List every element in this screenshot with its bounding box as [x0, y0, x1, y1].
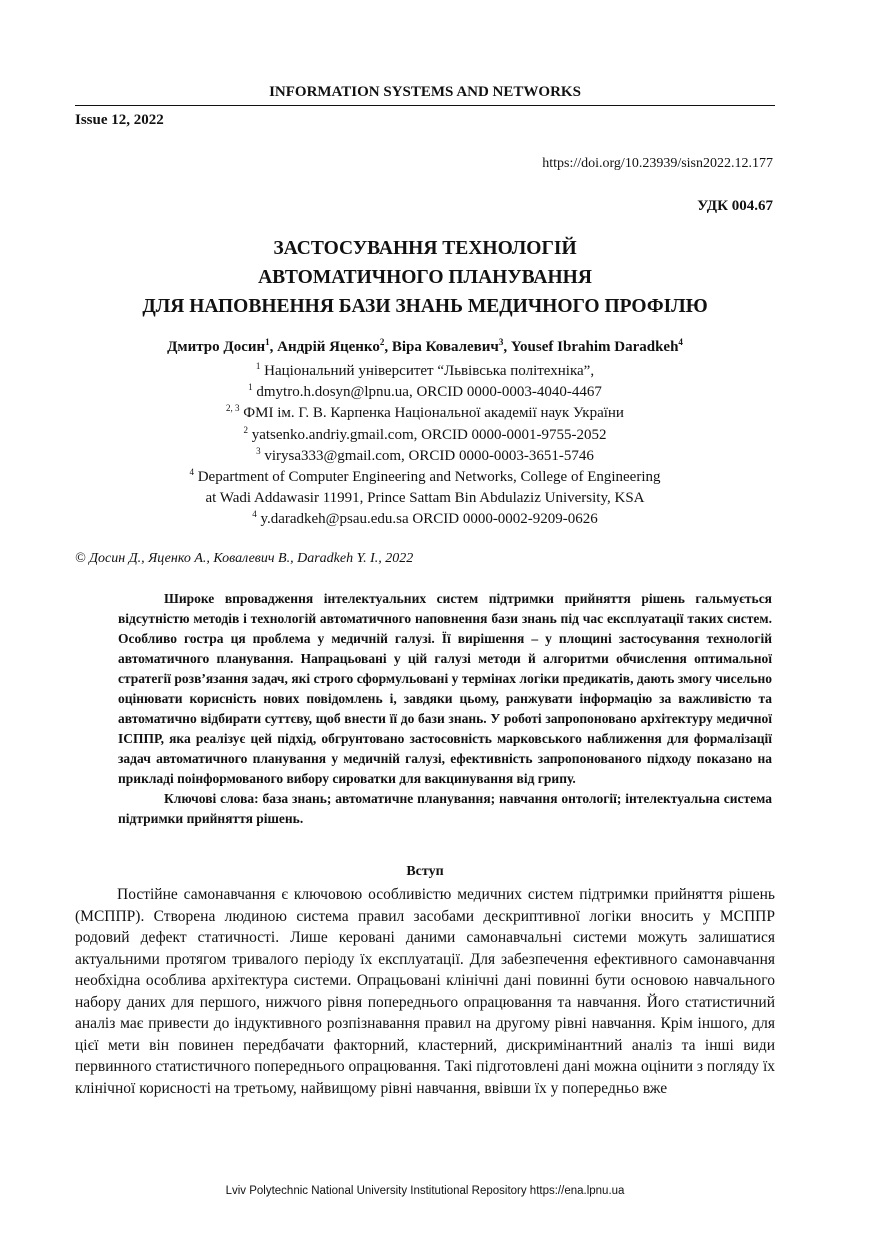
affiliation-line	[75, 488, 775, 509]
author-sup: 4	[678, 337, 683, 347]
affiliations	[75, 361, 775, 531]
affiliation-line	[75, 425, 775, 446]
affiliation-text: at Wadi Addawasir 11991, Prince Sattam Bin Abdulaziz University, KSA	[205, 490, 645, 507]
affiliation-sup: 3	[256, 445, 261, 456]
affiliation-text: dmytro.h.dosyn@lpnu.ua, ORCID 0000-0003-4040-4467	[252, 384, 602, 401]
body-text	[75, 884, 775, 1099]
affiliation-text: Department of Computer Engineering and Networks, College of Engineering	[193, 469, 661, 486]
udc-code: УДК 004.67	[697, 198, 773, 214]
issue-label: Issue 12, 2022	[75, 112, 164, 128]
affiliation-text: virysa333@gmail.com, ORCID 0000-0003-3651-5746	[260, 447, 594, 464]
affiliation-sup: 1	[255, 361, 261, 371]
doi-link[interactable]: https://doi.org/10.23939/sisn2022.12.177	[542, 156, 773, 171]
affiliation-line	[75, 446, 775, 467]
keywords: Ключові слова: база знань; автоматичне планування; навчання онтології; інтелектуальна система підтримки прийняття рішень.	[118, 791, 772, 826]
affiliation-line	[75, 467, 775, 488]
abstract-text: Широке впровадження інтелектуальних систем підтримки прийняття рішень гальмується відсутністю методів і технологій автоматичного наповнення бази знань під час експлуатації таких систем. Особливо гостра ця проблема у медичній галузі. Її вирішення – у площині застосування технологій автоматичного планування. Напрацьовані у цій галузі методи й алгоритми обчислення оптимальної стратегії розв’язання задач, які строго сформульовані у термінах логіки предикатів, дають змогу чисельно оцінювати корисність нових повідомлень і, завдяки цьому, ранжувати інформацію за важливістю та автоматично відбирати суттєву, щоб внести її до бази знань. У роботі запропоновано архітектуру медичної ІСППР, яка реалізує цей підхід, обгрунтовано застосовність марковського наближення для формалізації задач автоматичного планування у медичній галузі, ефективність запропонованого підходу показано на прикладі поінформованого вибору сироватки для вакцинування від грипу.	[118, 591, 772, 786]
affiliation-text: ФМІ ім. Г. В. Карпенка Національної академії наук України	[239, 405, 624, 422]
repository-footer: Lviv Polytechnic National University Institutional Repository https://ena.lpnu.ua	[225, 1185, 625, 1197]
author-sep: ,	[269, 339, 278, 355]
body-paragraph: Постійне самонавчання є ключовою особливістю медичних систем підтримки прийняття рішень (МСППР). Створена людиною система правил засобами дескриптивної логіки вносить у МСППР родовий дефект статичності. Лише керовані даними самонавчальні системи можуть залишатися актуальними протягом тривалого періоду їх експлуатації. Для забезпечення ефективного самонавчання необхідна особлива архітектура системи. Опрацьовані клінічні дані повинні бути основою навчального набору даних для першого, нижчого рівня попереднього опрацювання та навчання. Його статистичний аналіз має привести до індуктивного розпізнавання правил на другому рівні навчання. Крім іншого, для цієї мети він повинен передбачати факторний, кластерний, дискримінантний аналіз та інші види первинного статистичного попереднього опрацювання. Такі підготовлені дані можна оцінити з погляду їх клінічної корисності на третьому, найвищому рівні навчання, ввівши їх у попередньо вже	[75, 886, 775, 1097]
author-sup: 1	[265, 337, 270, 347]
affiliation-line	[75, 509, 775, 530]
author-sup: 2	[379, 337, 385, 347]
affiliation-sup: 1	[248, 382, 253, 393]
header-rule	[75, 105, 775, 106]
title-line-2: АВТОМАТИЧНОГО ПЛАНУВАННЯ	[258, 267, 592, 288]
section-heading: Вступ	[406, 864, 444, 879]
abstract	[118, 589, 772, 829]
title-line-1: ЗАСТОСУВАННЯ ТЕХНОЛОГІЙ	[273, 238, 577, 259]
affiliation-text: yatsenko.andriy.gmail.com, ORCID 0000-0001-9755-2052	[247, 426, 607, 443]
author-name: Дмитро Досин	[167, 339, 266, 355]
author-name: Yousef Ibrahim Daradkeh	[510, 339, 679, 355]
title-line-3: ДЛЯ НАПОВНЕННЯ БАЗИ ЗНАНЬ МЕДИЧНОГО ПРОФІЛЮ	[142, 296, 708, 317]
author-sep: ,	[503, 339, 511, 355]
copyright-notice: © Досин Д., Яценко А., Ковалевич В., Daradkeh Y. I., 2022	[75, 551, 414, 566]
affiliation-text: Національний університет “Львівська політехніка”,	[260, 363, 595, 379]
affiliation-line	[75, 382, 775, 403]
affiliation-line	[75, 361, 775, 382]
affiliation-sup: 4	[189, 467, 194, 478]
affiliation-line	[75, 403, 775, 424]
journal-name: INFORMATION SYSTEMS AND NETWORKS	[269, 84, 581, 100]
affiliation-text: y.daradkeh@psau.edu.sa ORCID 0000-0002-9209-0626	[256, 511, 598, 528]
paper-title	[75, 234, 775, 321]
author-list	[75, 339, 775, 356]
author-name: Андрій Яценко	[277, 339, 380, 355]
author-name: Віра Ковалевич	[391, 339, 499, 355]
author-sup: 3	[498, 337, 504, 347]
affiliation-sup: 2, 3	[226, 403, 240, 414]
author-sep: ,	[384, 339, 392, 355]
affiliation-sup: 4	[252, 509, 257, 520]
affiliation-sup: 2	[243, 424, 248, 435]
